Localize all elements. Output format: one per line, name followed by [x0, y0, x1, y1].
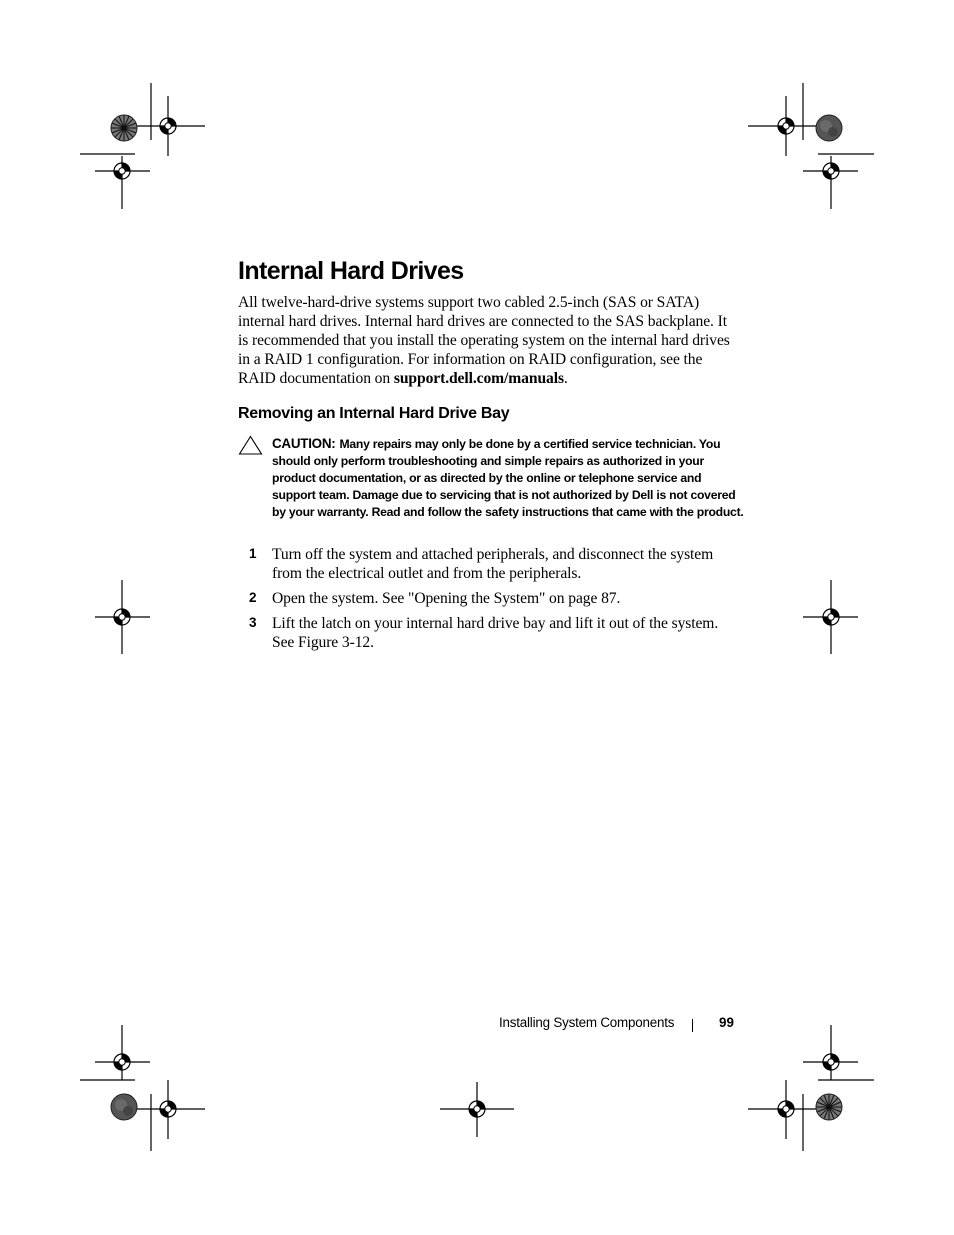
page-number: 99	[719, 1015, 734, 1030]
step-text: Open the system. See "Opening the System" on page 87.	[272, 590, 621, 607]
footer-divider	[692, 1019, 693, 1032]
step-text: Lift the latch on your internal hard drive bay and lift it out of the system. See Figure 3-12.	[272, 615, 719, 651]
footer-section-title: Installing System Components	[499, 1015, 675, 1030]
support-link[interactable]: support.dell.com/manuals	[393, 370, 564, 387]
section-heading: Removing an Internal Hard Drive Bay	[238, 405, 510, 422]
caution-triangle-icon	[238, 435, 263, 455]
page-title: Internal Hard Drives	[238, 257, 464, 285]
step-number: 3	[249, 615, 257, 630]
step-text: Turn off the system and attached peripherals, and disconnect the system from the electrical outlet and from the peripherals.	[272, 546, 714, 582]
step-number: 1	[249, 546, 257, 561]
intro-text: All twelve-hard-drive systems support two cabled 2.5-inch (SAS or SATA) internal hard drives. Internal hard drives are connected to the SAS backplane. It is recommended that you install the operating system on the internal hard drives in a RAID 1 configuration. For information on RAID configuration, see the RAID documentation on	[238, 294, 730, 387]
intro-end: .	[563, 370, 568, 387]
caution-label: CAUTION:	[272, 436, 336, 451]
caution-notice	[272, 435, 744, 521]
step-number: 2	[249, 590, 257, 605]
caution-text: Many repairs may only be done by a certified service technician. You should only perform troubleshooting and simple repairs as authorized in your product documentation, or as directed by the online or telephone service and support team. Damage due to servicing that is not authorized by Dell is not covered by your warranty. Read and follow the safety instructions that came with the product.	[272, 437, 744, 519]
intro-paragraph	[238, 293, 738, 388]
